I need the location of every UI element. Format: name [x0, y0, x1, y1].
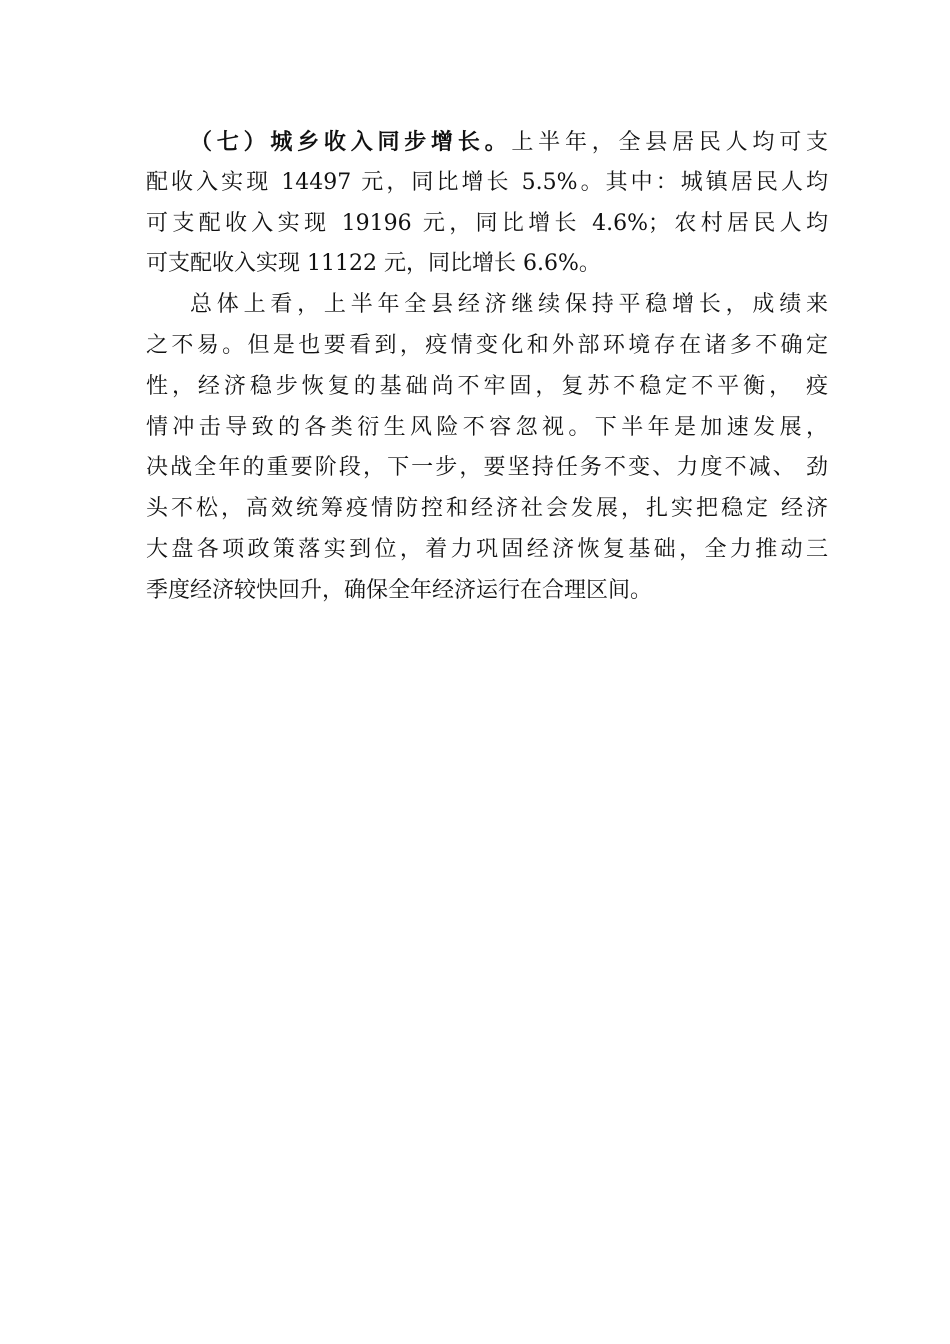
section-heading: （七）城乡收入同步增长。 — [190, 129, 512, 155]
paragraph-income — [146, 122, 828, 285]
paragraph-line: 决战全年的重要阶段，下一步，要坚持任务不变、力度不减、 劲 — [146, 455, 828, 481]
paragraph-text: 上半年，全县居民人均可支 — [511, 130, 828, 155]
paragraph-line: 之不易。但是也要看到，疫情变化和外部环境存在诸多不确定 — [146, 332, 828, 358]
paragraph-line: 头不松，高效统筹疫情防控和经济社会发展，扎实把稳定 经济 — [146, 496, 828, 522]
paragraph-summary — [146, 285, 828, 611]
paragraph-line: 季度经济较快回升，确保全年经济运行在合理区间。 — [146, 577, 653, 603]
paragraph-line: 情冲击导致的各类衍生风险不容忽视。下半年是加速发展， — [146, 414, 828, 440]
paragraph-line: 大盘各项政策落实到位，着力巩固经济恢复基础，全力推动三 — [146, 536, 828, 562]
paragraph-line: 总体上看，上半年全县经济继续保持平稳增长，成绩来 — [190, 292, 828, 318]
paragraph-line: 可支配收入实现 11122 元，同比增长 6.6%。 — [146, 251, 601, 277]
paragraph-line: 性，经济稳步恢复的基础尚不牢固，复苏不稳定不平衡， 疫 — [146, 373, 828, 399]
paragraph-line: 配收入实现 14497 元，同比增长 5.5%。其中：城镇居民人均 — [146, 169, 828, 195]
paragraph-line — [146, 122, 828, 163]
paragraph-line: 可支配收入实现 19196 元，同比增长 4.6%；农村居民人均 — [146, 210, 828, 236]
document-body — [146, 122, 828, 612]
